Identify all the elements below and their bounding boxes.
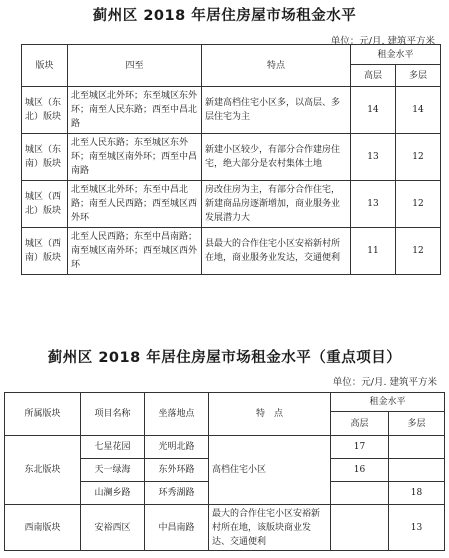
table-row — [22, 181, 441, 228]
cell-high: 13 — [351, 134, 396, 181]
cell-block: 东北版块 — [5, 436, 81, 505]
header-high: 高层 — [351, 65, 396, 87]
cell-block: 城区（东北）版块 — [22, 87, 68, 134]
cell-project: 七星花园 — [81, 436, 145, 459]
cell-feature: 新建高档住宅小区多，以高层、多层住宅为主 — [202, 87, 351, 134]
cell-multi: 14 — [396, 87, 441, 134]
table-row — [22, 87, 441, 134]
cell-project: 安裕西区 — [81, 505, 145, 551]
cell-feature: 新建小区较少，有部分合作建房住宅，绝大部分是农村集体土地 — [202, 134, 351, 181]
cell-high: 13 — [351, 181, 396, 228]
rent-table-2 — [4, 392, 445, 551]
header-multi: 多层 — [389, 412, 445, 436]
cell-multi: 12 — [396, 228, 441, 275]
cell-multi — [389, 459, 445, 482]
cell-high: 11 — [351, 228, 396, 275]
header-block: 版块 — [22, 45, 68, 87]
cell-feature: 房改住房为主，有部分合作住宅，新建商品房逐渐增加，商业服务业发展潜力大 — [202, 181, 351, 228]
table-row — [22, 228, 441, 275]
cell-high: 16 — [331, 459, 389, 482]
cell-project: 天一绿海 — [81, 459, 145, 482]
table1-title: 蓟州区 2018 年居住房屋市场租金水平 — [92, 8, 357, 24]
cell-multi: 12 — [396, 181, 441, 228]
header-block: 所属版块 — [5, 393, 81, 436]
cell-location: 光明北路 — [145, 436, 209, 459]
header-location: 坐落地点 — [145, 393, 209, 436]
table2-title: 蓟州区 2018 年居住房屋市场租金水平（重点项目） — [47, 350, 402, 366]
table-row — [5, 505, 445, 551]
cell-multi: 13 — [389, 505, 445, 551]
cell-feature: 县最大的合作住宅小区安裕新村所在地，商业服务业发达，交通便利 — [202, 228, 351, 275]
header-boundary: 四至 — [68, 45, 202, 87]
cell-high: 14 — [351, 87, 396, 134]
cell-boundary: 北至人民西路；东至中昌南路；南至城区南外环；西至城区西外环 — [68, 228, 202, 275]
header-multi: 多层 — [396, 65, 441, 87]
rent-table-1 — [21, 44, 441, 275]
cell-project: 山澜乡路 — [81, 482, 145, 505]
cell-block: 城区（西北）版块 — [22, 181, 68, 228]
cell-feature: 最大的合作住宅小区安裕新村所在地，该版块商业发达、交通便利 — [209, 505, 331, 551]
cell-location: 中昌南路 — [145, 505, 209, 551]
cell-location: 东外环路 — [145, 459, 209, 482]
header-feature: 特点 — [202, 45, 351, 87]
header-project: 项目名称 — [81, 393, 145, 436]
cell-multi: 12 — [396, 134, 441, 181]
cell-feature: 高档住宅小区 — [209, 436, 331, 505]
cell-high: 17 — [331, 436, 389, 459]
cell-location: 环秀湖路 — [145, 482, 209, 505]
header-rent: 租金水平 — [331, 393, 445, 412]
table2-unit: 单位：元/月. 建筑平方米 — [332, 377, 437, 388]
cell-block: 城区（西南）版块 — [22, 228, 68, 275]
cell-boundary: 北至人民东路；东至城区东外环；南至城区南外环；西至中昌南路 — [68, 134, 202, 181]
table-row — [5, 436, 445, 459]
cell-block: 西南版块 — [5, 505, 81, 551]
cell-block: 城区（东南）版块 — [22, 134, 68, 181]
cell-multi — [389, 436, 445, 459]
table-row — [22, 134, 441, 181]
header-feature: 特 点 — [209, 393, 331, 436]
cell-multi: 18 — [389, 482, 445, 505]
cell-high — [331, 482, 389, 505]
header-high: 高层 — [331, 412, 389, 436]
cell-high — [331, 505, 389, 551]
cell-boundary: 北至城区北外环；东至城区东外环；南至人民东路；西至中昌北路 — [68, 87, 202, 134]
header-rent: 租金水平 — [351, 45, 441, 65]
table1-unit: 单位：元/月. 建筑平方米 — [330, 36, 435, 47]
cell-boundary: 北至城区北外环；东至中昌北路；南至人民西路；西至城区西外环 — [68, 181, 202, 228]
